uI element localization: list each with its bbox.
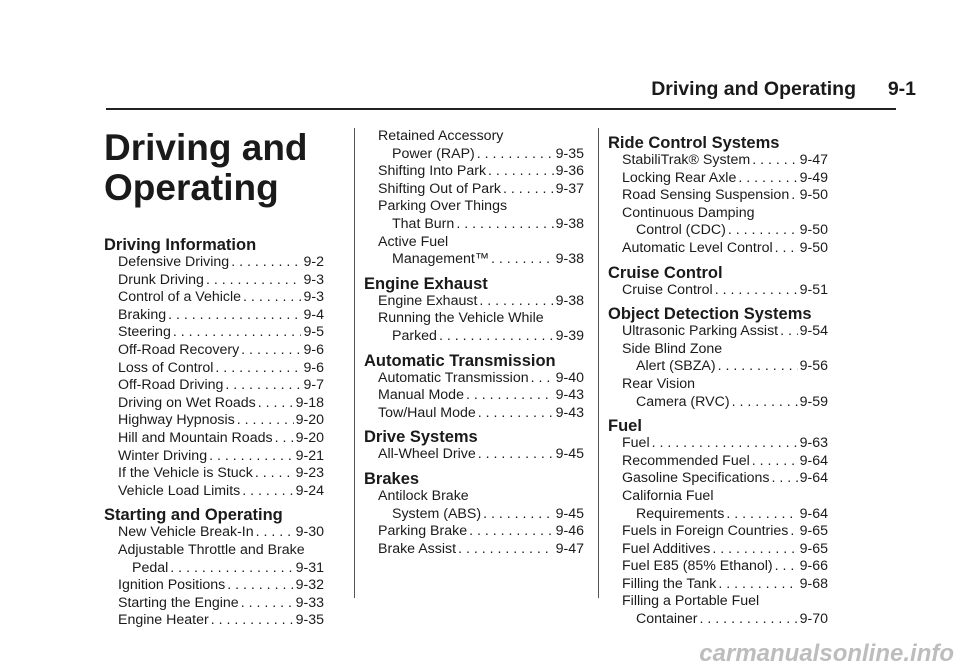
chapter-title-line: Operating [104,167,279,208]
section-heading: Automatic Transmission [364,351,556,370]
toc-entry-title: That Burn [392,215,455,232]
toc-entry-title: Management™ [392,251,489,268]
toc-entry-title: Alert (SBZA) [636,358,716,375]
toc-entry[interactable] [364,216,584,234]
section-heading: Brakes [364,469,420,488]
toc-entry-page: 9-33 [295,594,324,611]
dot-leader [726,506,797,524]
toc-entry-page: 9-6 [303,341,324,358]
toc-entry[interactable] [364,146,584,164]
toc-entry-page: 9-68 [799,575,828,592]
toc-entry-title: StabiliTrak® System [622,152,751,168]
dot-leader [478,405,554,423]
toc-entry-page: 9-59 [799,393,828,410]
toc-list [608,134,828,629]
dot-leader [227,577,293,595]
toc-entry-title: Filling the Tank [622,575,717,592]
toc-entry-title: Driving on Wet Roads [118,394,256,411]
toc-entry[interactable] [104,342,324,360]
toc-entry[interactable] [364,387,584,405]
toc-entry-page: 9-65 [799,540,828,557]
dot-leader [775,558,798,576]
toc-entry[interactable] [104,272,324,290]
toc-entry-title: All-Wheel Drive [378,446,476,463]
toc-entry-page: 9-47 [799,152,828,168]
toc-entry-page: 9-40 [555,369,584,386]
toc-entry-title: Off-Road Recovery [118,341,240,358]
dot-leader [231,254,301,272]
toc-entry-title: Brake Assist [378,540,457,557]
dot-leader [242,483,293,501]
chapter-title [104,128,324,208]
column-divider [598,128,599,598]
dot-leader [791,187,797,205]
dot-leader [752,453,798,471]
toc-entry-title: Control (CDC) [636,222,726,239]
toc-entry[interactable] [104,560,324,578]
watermark: carmanualsonline.info [699,640,954,667]
dot-leader [531,370,554,388]
page-number: 9-1 [887,78,916,100]
toc-entry-page: 9-43 [555,387,584,404]
dot-leader [170,560,293,578]
toc-entry[interactable] [608,170,828,188]
toc-entry[interactable] [104,324,324,342]
toc-entry-title: Gasoline Specifications [622,470,770,487]
toc-entry[interactable] [608,576,828,594]
toc-column-2 [364,128,584,558]
header-title: Driving and Operating [651,78,856,100]
toc-entry-title: Starting the Engine [118,594,239,611]
dot-leader [173,324,302,342]
toc-entry-label[interactable]: Side Blind Zone [622,340,723,357]
toc-entry-page: 9-36 [555,163,584,180]
dot-leader [479,293,553,311]
toc-entry-title: Requirements [636,505,725,522]
toc-entry-page: 9-50 [799,222,828,239]
dot-leader [439,328,554,346]
toc-entry-title: Container [636,611,698,628]
dot-leader [771,470,797,488]
toc-entry[interactable] [608,523,828,541]
toc-entry[interactable] [364,541,584,559]
toc-entry-title: Engine Heater [118,612,209,629]
toc-entry-label[interactable]: Parking Over Things [378,198,508,215]
dot-leader [168,307,301,325]
toc-entry-title: Ultrasonic Parking Assist [622,323,779,340]
toc-entry-page: 9-35 [555,145,584,162]
toc-entry-page: 9-66 [799,558,828,575]
toc-entry[interactable] [608,394,828,412]
toc-entry-title: Vehicle Load Limits [118,482,241,499]
toc-entry-title: Hill and Mountain Roads [118,429,273,446]
section-heading: Drive Systems [364,428,478,447]
toc-entry-title: Off-Road Driving [118,377,224,394]
dot-leader [790,523,797,541]
toc-entry-page: 9-64 [799,505,828,522]
toc-entry[interactable] [364,181,584,199]
toc-entry-page: 9-5 [303,324,324,341]
toc-column-1 [104,128,324,630]
toc-entry-page: 9-50 [799,239,828,256]
dot-leader [652,435,798,453]
dot-leader [225,377,301,395]
toc-entry[interactable] [608,435,828,453]
dot-leader [712,541,797,559]
toc-entry[interactable] [104,483,324,501]
toc-entry-page: 9-54 [799,323,828,340]
toc-entry-label[interactable]: Retained Accessory [378,128,504,144]
section-heading: Fuel [608,417,642,436]
toc-entry[interactable] [104,595,324,613]
toc-entry-page: 9-4 [303,306,324,323]
dot-leader [456,216,553,234]
toc-entry[interactable] [104,395,324,413]
toc-entry-page: 9-38 [555,251,584,268]
toc-entry-page: 9-65 [799,523,828,540]
toc-entry-title: Shifting Into Park [378,163,487,180]
dot-leader [718,358,798,376]
toc-entry-page: 9-50 [799,187,828,204]
toc-entry-title: Ignition Positions [118,577,226,594]
toc-entry[interactable] [104,448,324,466]
dot-leader [775,240,798,258]
dot-leader [780,323,797,341]
toc-entry[interactable] [104,465,324,483]
toc-entry-title: If the Vehicle is Stuck [118,465,253,482]
toc-entry-page: 9-51 [799,281,828,298]
dot-leader [738,170,797,188]
toc-entry[interactable] [104,377,324,395]
toc-list [364,128,584,558]
toc-entry-page: 9-32 [295,577,324,594]
dot-leader [477,146,554,164]
dot-leader [237,412,294,430]
toc-entry[interactable] [104,577,324,595]
page-header [0,0,960,110]
toc-entry[interactable] [364,163,584,181]
toc-entry-label[interactable]: Running the Vehicle While [378,310,544,327]
dot-leader [241,595,294,613]
toc-entry-title: Loss of Control [118,359,214,376]
toc-entry-page: 9-45 [555,446,584,463]
dot-leader [255,465,294,483]
toc-entry[interactable] [364,506,584,524]
toc-entry-title: Winter Driving [118,447,208,464]
toc-entry-title: Parked [392,327,437,344]
toc-entry-page: 9-43 [555,404,584,421]
toc-entry-page: 9-7 [303,377,324,394]
toc-entry[interactable] [364,370,584,388]
toc-entry-title: Highway Hypnosis [118,412,235,429]
toc-list [104,236,324,630]
toc-entry-page: 9-2 [303,254,324,270]
toc-entry-title: Fuel E85 (85% Ethanol) [622,558,773,575]
toc-entry-page: 9-31 [295,559,324,576]
header-rule [106,108,896,110]
toc-entry[interactable] [608,506,828,524]
toc-entry[interactable] [104,412,324,430]
dot-leader [715,282,798,300]
toc-entry-title: Drunk Driving [118,271,204,288]
dot-leader [275,430,294,448]
section-heading: Ride Control Systems [608,134,780,152]
toc-entry-page: 9-21 [295,447,324,464]
toc-entry-page: 9-49 [799,169,828,186]
toc-entry-page: 9-64 [799,452,828,469]
dot-leader [503,181,554,199]
toc-entry-title: Pedal [132,559,169,576]
dot-leader [258,395,294,413]
toc-entry-title: Cruise Control [622,281,713,298]
dot-leader [209,448,294,466]
toc-entry-title: Fuel Additives [622,540,711,557]
toc-entry-page: 9-45 [555,505,584,522]
toc-entry-page: 9-37 [555,180,584,197]
toc-entry[interactable] [104,612,324,630]
toc-entry[interactable] [364,328,584,346]
toc-entry-page: 9-70 [799,611,828,628]
toc-entry-label[interactable]: Rear Vision [622,375,696,392]
toc-entry[interactable] [608,611,828,629]
dot-leader [256,524,294,542]
toc-entry-page: 9-63 [799,435,828,452]
toc-entry-page: 9-64 [799,470,828,487]
dot-leader [700,611,798,629]
toc-entry[interactable] [104,360,324,378]
toc-entry-page: 9-38 [555,215,584,232]
dot-leader [458,541,554,559]
dot-leader [211,612,294,630]
toc-entry[interactable] [104,254,324,272]
toc-entry[interactable] [364,293,584,311]
toc-entry[interactable] [608,240,828,258]
toc-entry-title: Control of a Vehicle [118,289,242,306]
toc-entry-label[interactable]: Filling a Portable Fuel [622,593,760,610]
toc-entry-title: Automatic Transmission [378,369,529,386]
toc-entry-title: Fuel [622,435,650,452]
column-divider [354,128,355,598]
toc-entry-page: 9-20 [295,412,324,429]
toc-entry-page: 9-20 [295,429,324,446]
dot-leader [478,446,554,464]
dot-leader [752,152,797,170]
dot-leader [728,222,798,240]
toc-entry[interactable] [364,251,584,269]
toc-entry[interactable] [364,523,584,541]
toc-entry-title: Braking [118,306,167,323]
toc-entry[interactable] [104,430,324,448]
toc-entry-label[interactable]: Continuous Damping [622,204,755,221]
toc-entry-page: 9-30 [295,524,324,541]
toc-entry-title: Steering [118,324,171,341]
dot-leader [718,576,797,594]
toc-entry-label[interactable]: Adjustable Throttle and Brake [118,541,305,558]
toc-entry[interactable] [364,405,584,423]
toc-entry-page: 9-3 [303,271,324,288]
toc-entry[interactable] [104,524,324,542]
toc-entry-title: Fuels in Foreign Countries [622,523,789,540]
toc-entry-label[interactable]: Active Fuel [378,233,449,250]
toc-entry-title: New Vehicle Break-In [118,524,254,541]
toc-entry[interactable] [364,446,584,464]
section-heading: Starting and Operating [104,506,283,525]
toc-entry[interactable] [608,453,828,471]
dot-leader [732,394,798,412]
toc-entry-title: Road Sensing Suspension [622,187,790,204]
dot-leader [488,163,554,181]
toc-entry-page: 9-47 [555,540,584,557]
toc-entry-title: Defensive Driving [118,254,230,270]
toc-entry-label[interactable]: Antilock Brake [378,487,469,504]
toc-entry-title: System (ABS) [392,505,482,522]
toc-entry[interactable] [608,541,828,559]
toc-entry-label[interactable]: California Fuel [622,487,714,504]
toc-entry[interactable] [608,470,828,488]
toc-entry[interactable] [608,152,828,170]
section-heading: Object Detection Systems [608,305,812,324]
toc-entry[interactable] [608,558,828,576]
toc-entry-title: Tow/Haul Mode [378,404,476,421]
toc-entry-page: 9-18 [295,394,324,411]
toc-entry-page: 9-46 [555,523,584,540]
dot-leader [491,251,554,269]
section-heading: Driving Information [104,236,257,254]
toc-entry-page: 9-23 [295,465,324,482]
toc-entry[interactable] [608,222,828,240]
toc-entry-page: 9-38 [555,292,584,309]
toc-entry-title: Locking Rear Axle [622,169,737,186]
toc-entry[interactable] [608,187,828,205]
dot-leader [469,523,553,541]
toc-entry-page: 9-56 [799,358,828,375]
section-heading: Engine Exhaust [364,274,488,293]
toc-entry[interactable] [104,289,324,307]
toc-entry-title: Camera (RVC) [636,393,730,410]
toc-entry-page: 9-6 [303,359,324,376]
toc-entry-page: 9-24 [295,482,324,499]
toc-entry-title: Recommended Fuel [622,452,750,469]
dot-leader [206,272,302,290]
dot-leader [483,506,554,524]
dot-leader [466,387,554,405]
toc-entry-page: 9-39 [555,327,584,344]
toc-entry-title: Parking Brake [378,523,468,540]
dot-leader [243,289,301,307]
dot-leader [215,360,301,378]
section-heading: Cruise Control [608,263,723,282]
toc-entry[interactable] [608,358,828,376]
toc-entry-page: 9-3 [303,289,324,306]
toc-entry-title: Automatic Level Control [622,239,773,256]
toc-entry[interactable] [608,282,828,300]
toc-entry[interactable] [104,307,324,325]
toc-entry-title: Power (RAP) [392,145,475,162]
toc-column-3 [608,128,828,629]
toc-entry-page: 9-35 [295,612,324,629]
toc-entry-title: Engine Exhaust [378,292,478,309]
dot-leader [241,342,301,360]
toc-entry-title: Shifting Out of Park [378,180,502,197]
chapter-title-line: Driving and [104,127,308,168]
toc-entry-title: Manual Mode [378,387,464,404]
toc-entry[interactable] [608,323,828,341]
